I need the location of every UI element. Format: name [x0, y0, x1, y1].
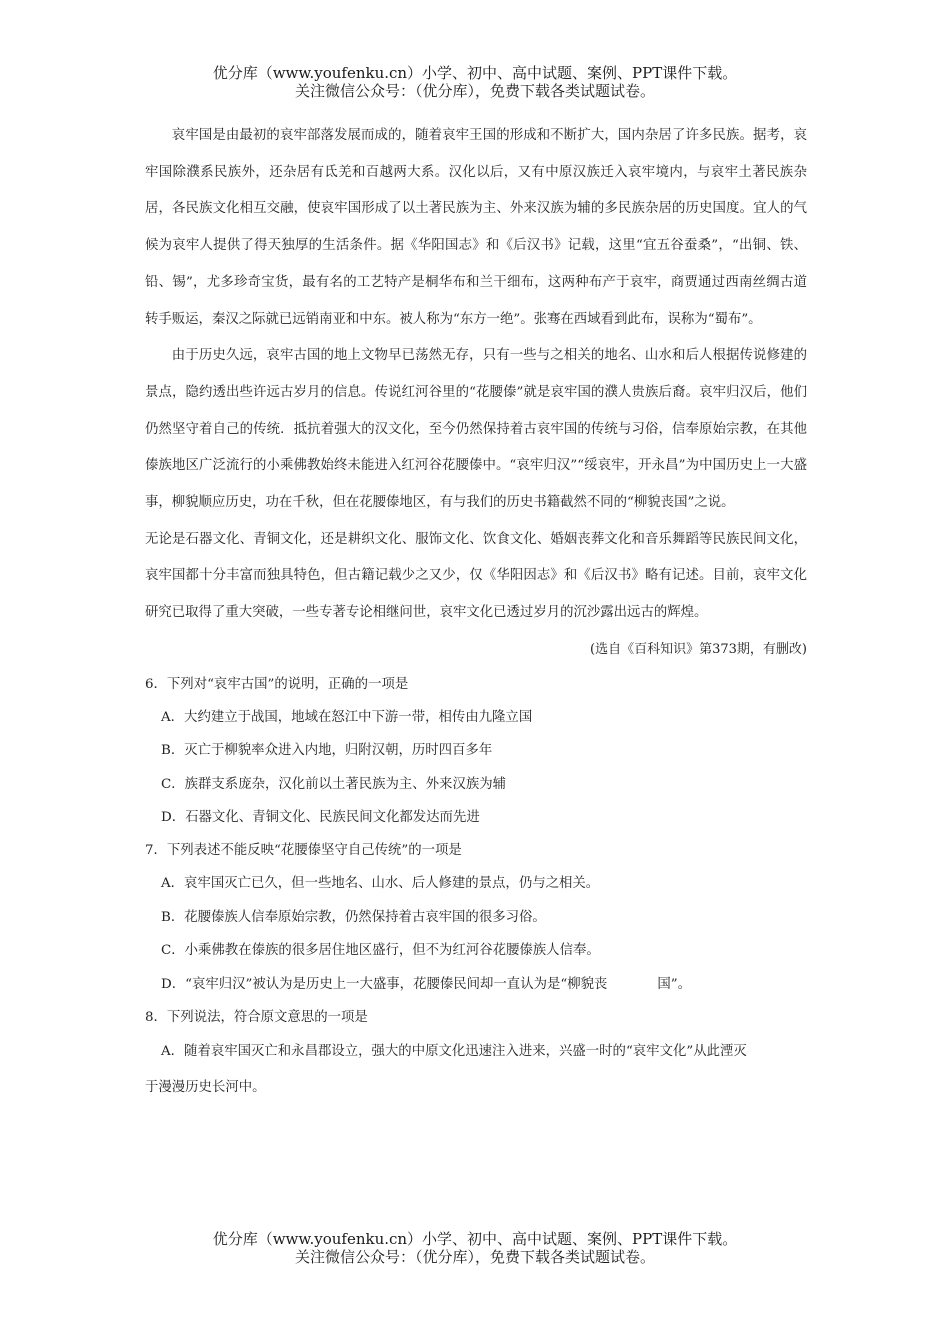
question-6-stem: 6．下列对“哀牢古国”的说明，正确的一项是: [145, 676, 409, 692]
page-footer: [0, 1230, 950, 1266]
question-8-stem: 8．下列说法，符合原文意思的一项是: [145, 1010, 368, 1026]
question-7-option-a: A．哀牢国灭亡已久，但一些地名、山水、后人修建的景点，仍与之相关。: [161, 876, 600, 892]
footer-line-2: 关注微信公众号：（优分库），免费下载各类试题试卷。: [294, 1248, 655, 1266]
question-6-option-d: D．石器文化、青铜文化、民族民间文化都发达而先进: [161, 810, 480, 826]
question-7-option-d: [145, 968, 807, 1001]
question-7-option-d-part-1: D．“哀牢归汉”被认为是历史上一大盛事，花腰傣民间却一直认为是“柳貌丧: [161, 976, 608, 992]
question-7-option-d-part-2: 国”。: [657, 976, 692, 992]
question-6-option-c: C．族群支系庞杂，汉化前以土著民族为主、外来汉族为辅: [161, 776, 507, 792]
question-7-option-c: C．小乘佛教在傣族的很多居住地区盛行，但不为红河谷花腰傣族人信奉。: [161, 943, 600, 959]
question-7-stem: 7．下列表述不能反映“花腰傣坚守自己传统”的一项是: [145, 843, 462, 859]
question-8-option-a-line-1: A．随着哀牢国灭亡和永昌郡设立，强大的中原文化迅速注入进来，兴盛一时的“哀牢文化”从此湮灭: [161, 1044, 747, 1060]
question-6-option-a: A．大约建立于战国，地域在怒江中下游一带，相传由九隆立国: [161, 709, 533, 725]
question-6-option-b: B．灭亡于柳貌率众进入内地，归附汉朝，历时四百多年: [161, 743, 493, 759]
question-7-option-b: B．花腰傣族人信奉原始宗教，仍然保持着古哀牢国的很多习俗。: [161, 909, 546, 925]
footer-line-1: 优分库（www.youfenku.cn）小学、初中、高中试题、案例、PPT课件下载。: [212, 1230, 738, 1248]
header-line-1: 优分库（www.youfenku.cn）小学、初中、高中试题、案例、PPT课件下载。: [212, 64, 738, 82]
question-8-option-a-line-2: 于漫漫历史长河中。: [145, 1080, 266, 1096]
document-body: [145, 118, 807, 1106]
passage-paragraph-2: 由于历史久远，哀牢古国的地上文物早已荡然无存，只有一些与之相关的地名、山水和后人根据传说修建的景点，隐约透出些许远古岁月的信息。传说红河谷里的“花腰傣”就是哀牢国的濮人贵族后裔。哀牢归汉后，他们仍然坚守着自己的传统．抵抗着强大的汉文化，至今仍然保持着古哀牢国的传统与习俗，信奉原始宗教，在其他傣族地区广泛流行的小乘佛教始终未能进入红河谷花腰傣中。“哀牢归汉”“绥哀牢，开永昌”为中国历史上一大盛事，柳貌顺应历史，功在千秋，但在花腰傣地区，有与我们的历史书籍截然不同的“柳貌丧国”之说。: [145, 348, 807, 511]
passage-source: (选自《百科知识》第373期，有删改): [590, 641, 807, 657]
passage-paragraph-1: 哀牢国是由最初的哀牢部落发展而成的，随着哀牢王国的形成和不断扩大，国内杂居了许多民族。据考，哀牢国除濮系民族外，还杂居有氐羌和百越两大系。汉化以后，又有中原汉族迁入哀牢境内，与哀牢土著民族杂居，各民族文化相互交融，使哀牢国形成了以土著民族为主、外来汉族为辅的多民族杂居的历史国度。宜人的气候为哀牢人提供了得天独厚的生活条件。据《华阳国志》和《后汉书》记载，这里“宜五谷蚕桑”，“出铜、铁、铅、锡”，尤多珍奇宝货，最有名的工艺特产是桐华布和兰干细布，这两种布产于哀牢，商贾通过西南丝绸古道转手贩运，秦汉之际就已远销南亚和中东。被人称为“东方一绝”。张骞在西域看到此布，误称为“蜀布”。: [145, 128, 807, 327]
page-header: [0, 64, 950, 100]
header-line-2: 关注微信公众号：（优分库），免费下载各类试题试卷。: [294, 82, 655, 100]
passage-paragraph-3: 无论是石器文化、青铜文化，还是耕织文化、服饰文化、饮食文化、婚姻丧葬文化和音乐舞蹈等民族民间文化，哀牢国都十分丰富而独具特色，但古籍记载少之又少，仅《华阳因志》和《后汉书》略有记述。目前，哀牢文化研究已取得了重大突破，一些专著专论相继问世，哀牢文化已透过岁月的沉沙露出远古的辉煌。: [145, 531, 807, 621]
